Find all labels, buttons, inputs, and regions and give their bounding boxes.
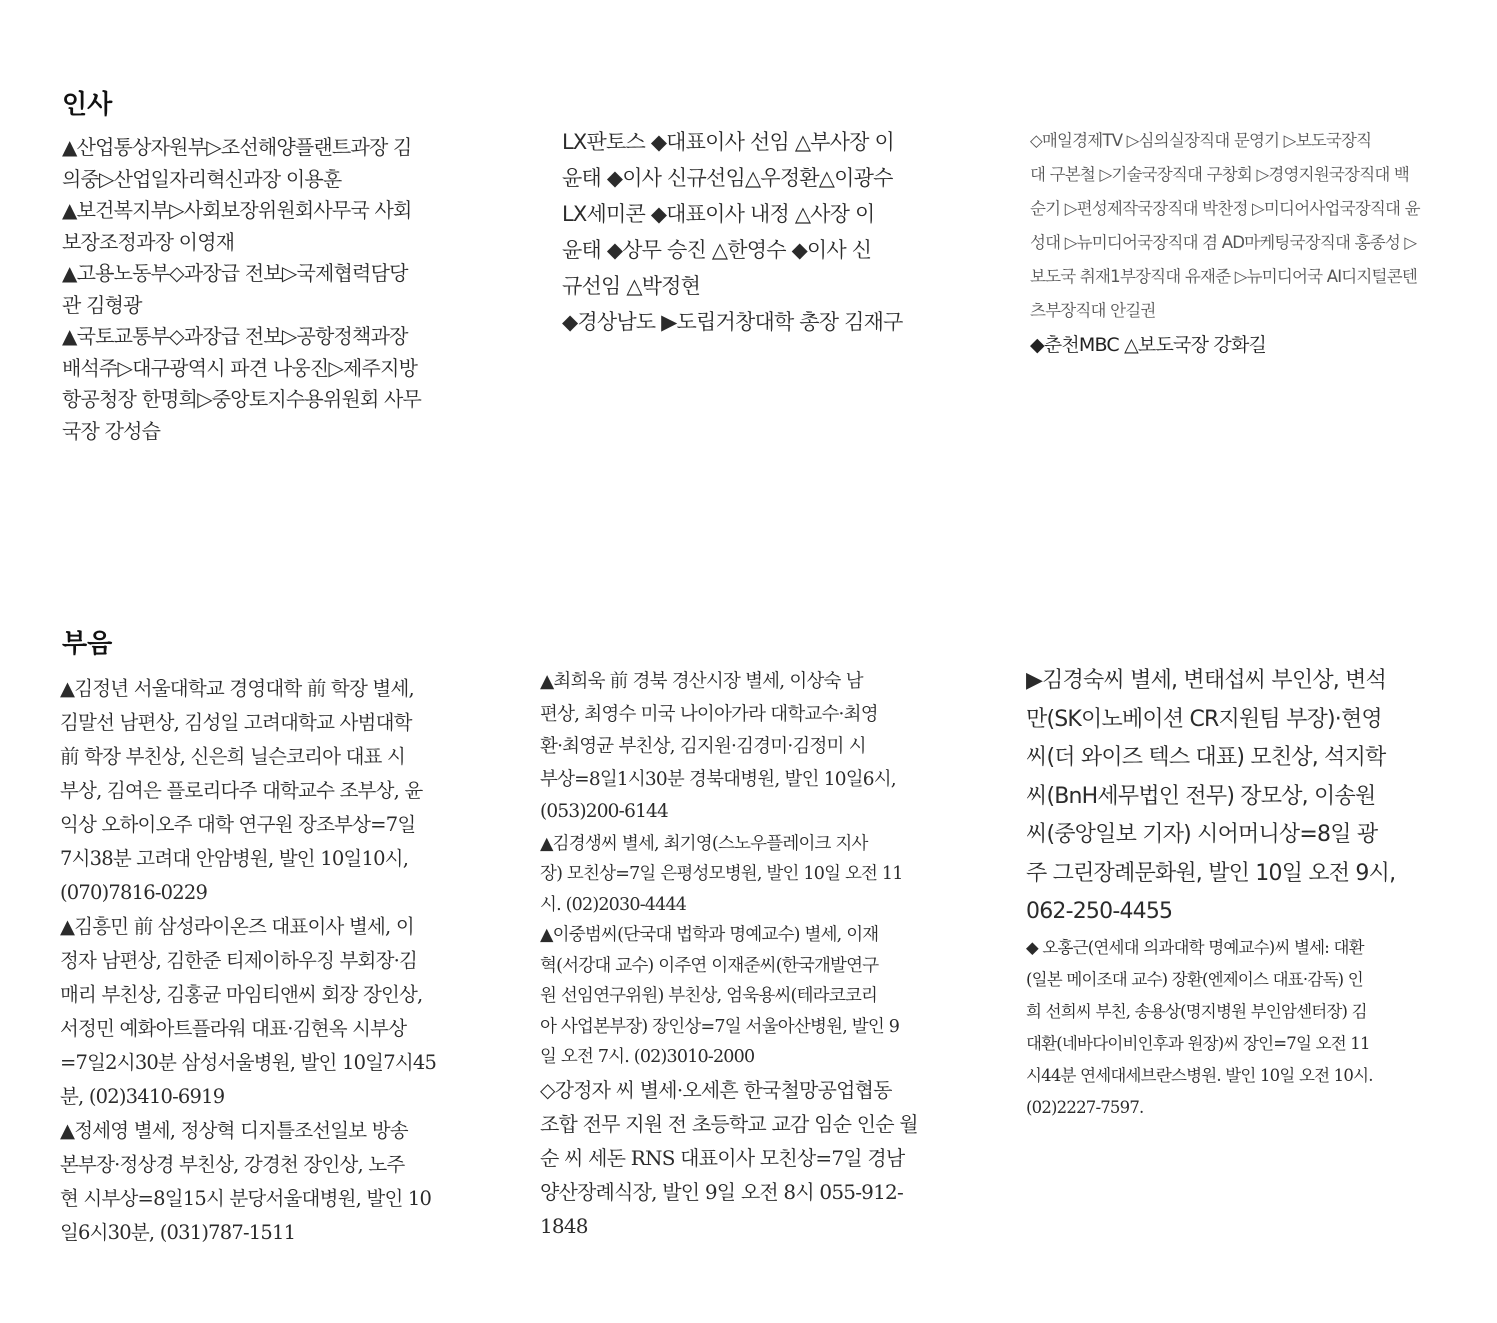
personnel-entry: ◆춘천MBC △보도국장 강화길 [1030, 334, 1267, 356]
obituary-entry: ▶김경숙씨 별세, 변태섭씨 부인상, 변석 만(SK이노베이션 CR지원팀 부장)·현영 씨(더 와이즈 텍스 대표) 모친상, 석지학 씨(BnH세무법인 전무) 장모상, 이송원 씨(중앙일보 기자) 시어머니상=8일 광 주 그린장례문화원, 발인 10일 오전 9시, 062-250-4455 [1026, 668, 1396, 924]
personnel-column-1 [62, 132, 472, 447]
obituary-section-title: 부음 [62, 629, 113, 659]
obituary-entry: ▲김정년 서울대학교 경영대학 前 학장 별세, 김말선 남편상, 김성일 고려대학교 사범대학 前 학장 부친상, 신은희 닐슨코리아 대표 시 부상, 김여은 플로리다주 대학교수 조부상, 윤 익상 오하이오주 대학 연구원 장조부상=7일 7시38분 고려대 안암병원, 발인 10일10시, (070)7816-0229 [60, 677, 423, 904]
obituary-column-2 [540, 666, 980, 1243]
personnel-column-3 [1030, 124, 1460, 362]
personnel-entry: ▲고용노동부◇과장급 전보▷국제협력담당 관 김형광 [62, 261, 408, 317]
obituary-entry: ▲김흥민 前 삼성라이온즈 대표이사 별세, 이 정자 남편상, 김한준 티제이하우징 부회장·김 매리 부친상, 김홍균 마임티앤씨 회장 장인상, 서정민 예화아트플라워 대표·김현옥 시부상 =7일2시30분 삼성서울병원, 발인 10일7시45 분, (02)3410-6919 [60, 915, 437, 1108]
personnel-entry: ◆경상남도 ▶도립거창대학 총장 김재구 [562, 310, 903, 334]
obituary-entry: ◆ 오홍근(연세대 의과대학 명예교수)씨 별세: 대환 (일본 메이조대 교수) 장환(엔제이스 대표·감독) 인 희 선희씨 부친, 송용상(명지병원 부인암센터장) 김 대환(네바다이비인후과 원장)씨 장인=7일 오전 11 시44분 연세대세브란스병원. 발인 10일 오전 10시. (02)2227-7597. [1026, 937, 1373, 1117]
obituary-column-3 [1026, 662, 1466, 1124]
personnel-entry: ▲국토교통부◇과장급 전보▷공항정책과장 배석주▷대구광역시 파견 나웅진▷제주지방 항공청장 한명희▷중앙토지수용위원회 사무 국장 강성습 [62, 324, 422, 443]
obituary-entry: ◇강정자 씨 별세·오세흔 한국철망공업협동 조합 전무 지원 전 초등학교 교감 임순 인순 월 순 씨 세돈 RNS 대표이사 모친상=7일 경남 양산장례식장, 발인 9일 오전 8시 055-912- 1848 [540, 1077, 918, 1238]
obituary-column-1 [60, 672, 480, 1250]
obituary-entry: ▲이중범씨(단국대 법학과 명예교수) 별세, 이재 혁(서강대 교수) 이주연 이재준씨(한국개발연구 원 선임연구위원) 부친상, 엄욱용씨(테라코코리 아 사업본부장) 장인상=7일 서울아산병원, 발인 9 일 오전 7시. (02)3010-2000 [540, 925, 900, 1067]
personnel-entry: ▲보건복지부▷사회보장위원회사무국 사회 보장조정과장 이영재 [62, 198, 412, 254]
obituary-entry: ▲최희욱 前 경북 경산시장 별세, 이상숙 남 편상, 최영수 미국 나이아가라 대학교수·최영 환·최영균 부친상, 김지원·김경미·김정미 시 부상=8일1시30분 경북대병원, 발인 10일6시, (053)200-6144 [540, 671, 896, 822]
personnel-entry: LX판토스 ◆대표이사 선임 △부사장 이 윤태 ◆이사 신규선임△우정환△이광수 LX세미콘 ◆대표이사 내정 △사장 이 윤태 ◆상무 승진 △한영수 ◆이사 신 규선임 △박정현 [562, 130, 895, 298]
personnel-section-title: 인사 [62, 90, 113, 120]
obituary-entry: ▲김경생씨 별세, 최기영(스노우플레이크 지사 장) 모친상=7일 은평성모병원, 발인 10일 오전 11 시. (02)2030-4444 [540, 833, 903, 915]
obituary-entry: ▲정세영 별세, 정상혁 디지틀조선일보 방송 본부장·정상경 부친상, 강경천 장인상, 노주 현 시부상=8일15시 분당서울대병원, 발인 10 일6시30분, (031)787-1511 [60, 1119, 432, 1244]
personnel-column-2 [562, 124, 982, 340]
personnel-entry: ▲산업통상자원부▷조선해양플랜트과장 김 의중▷산업일자리혁신과장 이용훈 [62, 135, 412, 191]
personnel-entry: ◇매일경제TV ▷심의실장직대 문영기 ▷보도국장직 대 구본철 ▷기술국장직대 구창회 ▷경영지원국장직대 백 순기 ▷편성제작국장직대 박찬정 ▷미디어사업국장직대 윤 성대 ▷뉴미디어국장직대 겸 AD마케팅국장직대 홍종성 ▷ 보도국 취재1부장직대 유재준 ▷뉴미디어국 AI디지털콘텐 츠부장직대 안길권 [1030, 131, 1420, 320]
